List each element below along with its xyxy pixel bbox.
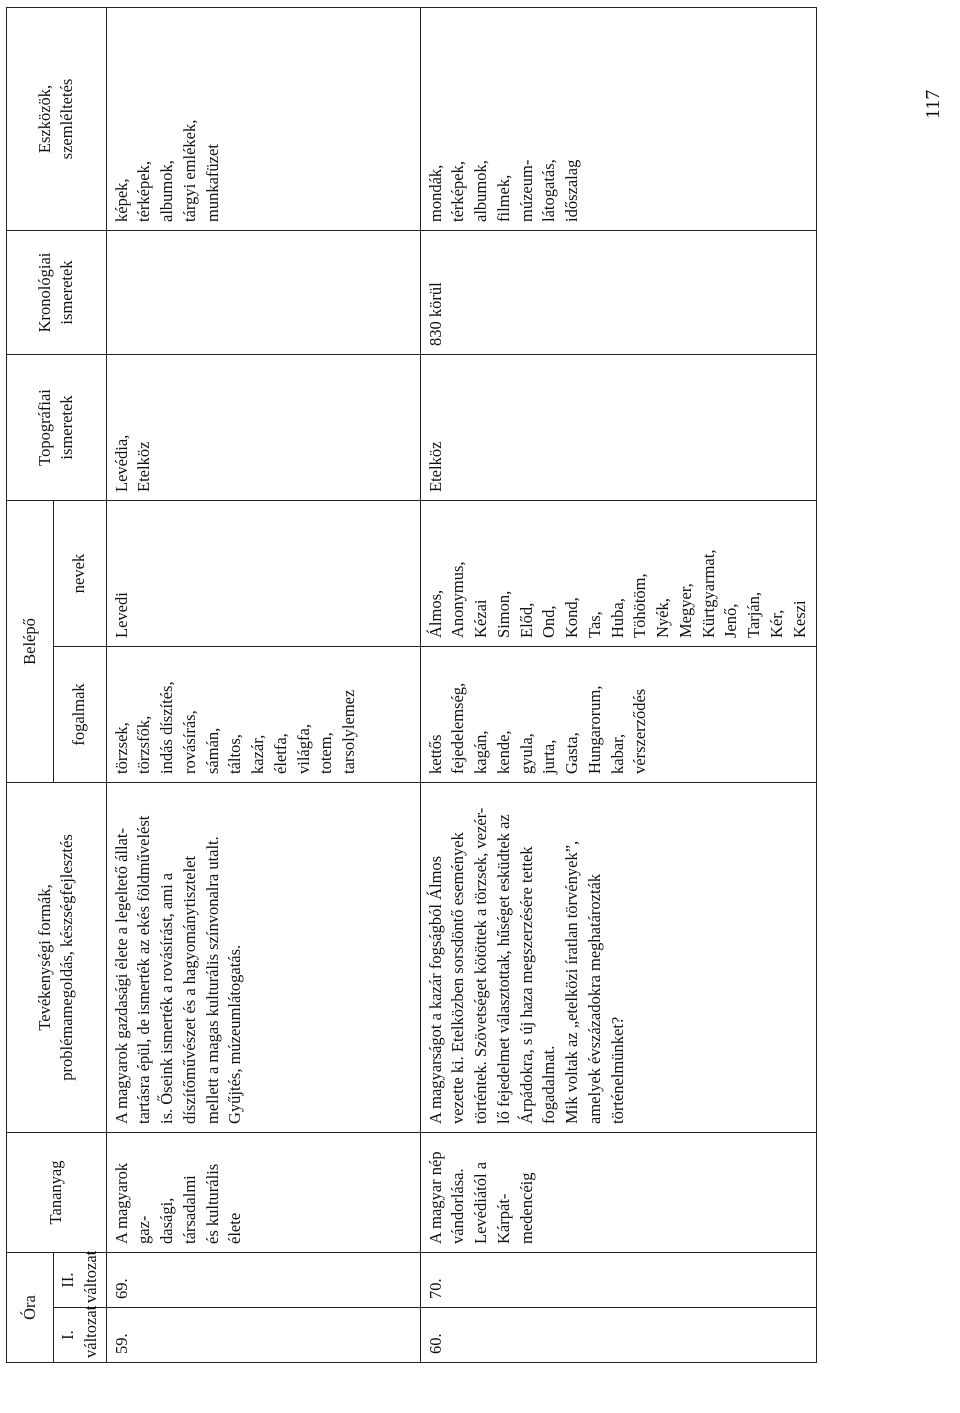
cell-ora-ii: 70. <box>420 1252 816 1307</box>
cell-line: tárgyi emlékek, <box>179 119 199 222</box>
cell-line: Gasta, <box>562 732 582 774</box>
cell-line: Kézai <box>471 599 491 638</box>
cell-fogalmak <box>420 646 816 782</box>
cell-line: életfa, <box>270 733 290 774</box>
page-number: 117 <box>922 89 944 119</box>
cell-line: A magyarok gaz- <box>111 1162 154 1244</box>
cell-line: albumok, <box>157 160 177 222</box>
cell-line: fogadalmat. <box>539 1045 559 1124</box>
cell-line: képek, <box>111 178 131 222</box>
cell-kronologiai <box>420 230 816 354</box>
cell-line: Tas, <box>584 611 604 638</box>
cell-line: fejedelemség, <box>448 682 468 774</box>
cell-line: Előd, <box>516 602 536 638</box>
header-topografiai: Topográfiai ismeretek <box>7 354 107 500</box>
cell-line: kagán, <box>471 730 491 774</box>
cell-tananyag <box>420 1132 816 1252</box>
cell-line: filmek, <box>493 174 513 222</box>
cell-line: vándorlása. <box>448 1168 468 1244</box>
cell-line: Nyék, <box>653 598 673 638</box>
header-nevek: nevek <box>54 500 107 646</box>
cell-line: dasági, társadalmi <box>157 1175 199 1244</box>
cell-fogalmak <box>106 646 420 782</box>
cell-line: Töhötöm, <box>630 573 650 638</box>
cell-line: múzeum- <box>516 159 536 222</box>
cell-line: Anonymus, <box>448 561 468 638</box>
cell-line: sámán, <box>202 727 222 774</box>
header-kronologiai: Kronológiai ismeretek <box>7 230 107 354</box>
cell-nevek <box>106 500 420 646</box>
cell-line: Levédiától a <box>471 1161 491 1244</box>
cell-line: Álmos, <box>425 589 445 638</box>
cell-ora-ii: 69. <box>106 1252 420 1307</box>
cell-line: lő fejedelmet választottak, hűséget esküdtek az <box>493 814 513 1124</box>
cell-line: 830 körül <box>425 282 445 346</box>
cell-eszkozok <box>106 7 420 230</box>
cell-line: díszítőművészet és a hagyománytisztelet <box>179 855 199 1124</box>
cell-line: A magyarok gazdasági élete a legeltető állat- <box>111 828 131 1124</box>
table-row <box>106 7 420 1362</box>
cell-line: Ond, <box>539 605 559 638</box>
header-ora-i: I. változat <box>54 1308 107 1363</box>
cell-ora-i: 59. <box>106 1308 420 1363</box>
cell-line: mellett a magas kulturális színvonalra utalt. <box>202 836 222 1124</box>
cell-line: indás díszítés, <box>157 681 177 774</box>
cell-ora-i: 60. <box>420 1308 816 1363</box>
cell-line: Keszi <box>789 600 809 638</box>
cell-line: jurta, <box>539 739 559 774</box>
cell-line: törzsek, <box>111 722 131 774</box>
cell-line: A magyar nép <box>425 1151 445 1244</box>
header-tevekenyseg: Tevékenységi formák, problémamegoldás, készségfejlesztés <box>7 782 107 1132</box>
cell-line: Tarján, <box>744 591 764 638</box>
header-belepo: Belépő <box>7 500 54 782</box>
curriculum-table <box>6 7 817 1363</box>
cell-line: táltos, <box>225 734 245 774</box>
cell-line: Gyűjtés, múzeumlátogatás. <box>225 944 245 1124</box>
cell-line: kettős <box>425 734 445 774</box>
cell-topografiai <box>106 354 420 500</box>
cell-line: látogatás, <box>539 159 559 222</box>
cell-line: gyula, <box>516 733 536 774</box>
cell-line: Jenő, <box>721 603 741 638</box>
cell-line: térképek, <box>448 161 468 222</box>
cell-nevek <box>420 500 816 646</box>
header-tananyag: Tananyag <box>7 1132 107 1252</box>
cell-line: időszalag <box>562 159 582 222</box>
cell-line: Kárpát-medencéig <box>493 1172 536 1244</box>
cell-line: kabar, <box>607 733 627 774</box>
cell-eszkozok <box>420 7 816 230</box>
cell-line: Kér, <box>767 609 787 638</box>
header-row-1 <box>7 7 54 1362</box>
cell-line: vezette ki. Etelközben sorsdöntő események <box>448 832 468 1124</box>
cell-line: és kulturális élete <box>202 1163 245 1244</box>
table-row <box>420 7 816 1362</box>
cell-line: Megyer, <box>675 583 695 638</box>
cell-line: rovásírás, <box>179 710 199 774</box>
header-ora-ii: II. változat <box>54 1252 107 1307</box>
cell-line: Etelköz <box>134 441 154 492</box>
cell-line: munkafüzet <box>202 144 222 222</box>
cell-line: tartásra épül, de ismerték az ekés földművelést <box>134 815 154 1124</box>
cell-topografiai <box>420 354 816 500</box>
cell-line: Kürtgyarmat, <box>698 549 718 638</box>
cell-line: amelyek évszázadokra meghatározták <box>584 873 604 1124</box>
cell-line: albumok, <box>471 160 491 222</box>
cell-line: mondák, <box>425 164 445 222</box>
cell-line: A magyarságot a kazár fogságból Álmos <box>425 855 445 1124</box>
cell-line: kende, <box>493 730 513 774</box>
cell-line: totem, <box>316 732 336 774</box>
cell-line: Etelköz <box>425 441 445 492</box>
cell-line: Mik voltak az „etelközi íratlan törvények”, <box>562 840 582 1124</box>
cell-line: is. Őseink ismerték a rovásírást, ami a <box>157 872 177 1124</box>
cell-line: Levédia, <box>111 434 131 492</box>
cell-line: Hungarorum, <box>584 685 604 774</box>
cell-tevekenyseg <box>106 782 420 1132</box>
header-fogalmak: fogalmak <box>54 646 107 782</box>
header-ora: Óra <box>7 1252 54 1362</box>
cell-line: Simon, <box>493 590 513 638</box>
cell-line: Huba, <box>607 598 627 638</box>
cell-line: térképek, <box>134 161 154 222</box>
cell-line: történelmünket? <box>607 1016 627 1124</box>
cell-line: vérszerződés <box>630 688 650 774</box>
cell-line: kazár, <box>248 734 268 774</box>
cell-line: Árpádokra, s új haza megszerzésére tettek <box>516 846 536 1124</box>
cell-tevekenyseg <box>420 782 816 1132</box>
cell-line: Kond, <box>562 597 582 638</box>
cell-line: törzsfők, <box>134 715 154 774</box>
cell-line: Levedi <box>111 592 131 638</box>
cell-tananyag <box>106 1132 420 1252</box>
cell-line: világfa, <box>293 724 313 774</box>
cell-kronologiai <box>106 230 420 354</box>
header-eszkozok: Eszközök, szemléltetés <box>7 7 107 230</box>
cell-line: tarsolylemez <box>339 689 359 774</box>
cell-line: történtek. Szövetséget kötöttek a törzsek, vezér- <box>471 807 491 1124</box>
